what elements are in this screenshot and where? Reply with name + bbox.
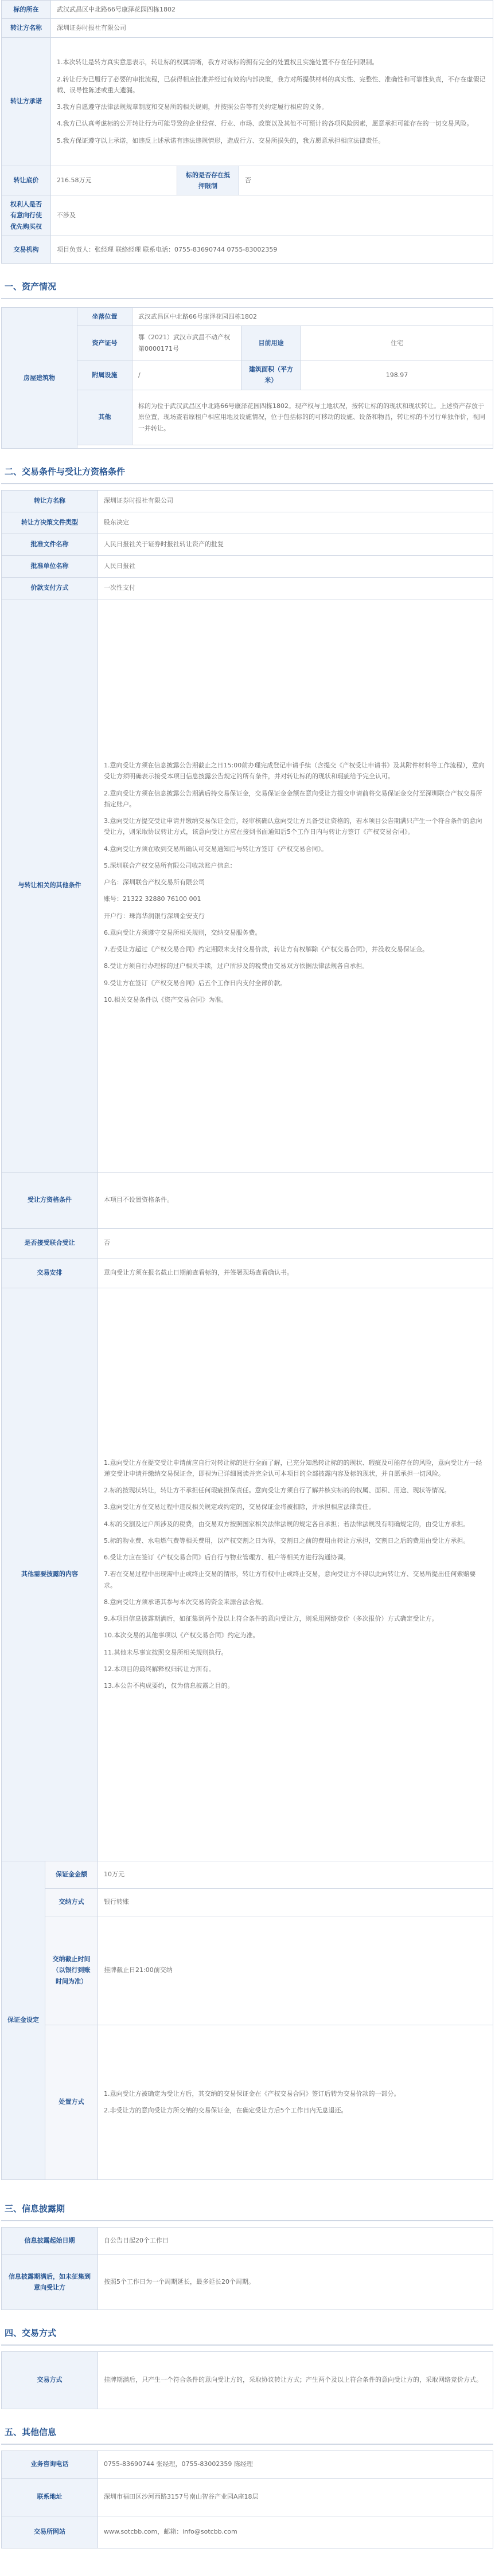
transferor-label: 转让方名称	[2, 19, 51, 37]
important-item: 4.标的交割及过户所涉及的税费，由交易双方按照国家相关法律法规的规定各自承担；若法律法规没有明确规定的，由受让方承担。	[104, 1520, 470, 1528]
contact-address-value: 深圳市福田区沙河西路3157号南山智谷产业园A座18层	[98, 2478, 493, 2516]
cert-value: 鄂（2021）武汉市武昌不动产权第0000171号	[132, 326, 241, 360]
cert-label: 资产证号	[77, 326, 132, 360]
disclosure-extend-label: 信息披露期满后，如未征集到意向受让方	[2, 2255, 98, 2310]
payment-label: 价款支付方式	[2, 577, 98, 599]
important-item: 6.受让方应在签订《产权交易合同》后自行与物业管理方、租户等相关方进行沟通协调。	[104, 1554, 350, 1562]
deposit-deadline-label: 交纳截止时间（以银行到账时间为准）	[45, 1916, 98, 2025]
deposit-deadline-value: 挂牌截止日21:00前交纳	[98, 1916, 493, 2025]
section-title-conditions: 二、交易条件与受让方资格条件	[1, 460, 493, 484]
condition-item: 4.意向受让方须在收到交易所确认可交易通知后与转让方签订《产权交易合同》。	[104, 845, 328, 853]
condition-item: 5.深圳联合产权交易所有限公司收款账户信息：	[104, 861, 236, 869]
doc-value: 人民日报社关于证券时报社转让资产的批复	[98, 534, 493, 555]
agency-value: 项目负责人：张经理 联络经理 联系电话：0755-83690744 0755-83002359	[51, 236, 493, 263]
phone-label: 业务咨询电话	[2, 2450, 98, 2478]
deposit-amount-value: 10万元	[98, 1861, 493, 1888]
location-value: 武汉武昌区中北路66号康泽花园四栋1802	[51, 1, 493, 19]
deposit-handling-text	[98, 2025, 493, 2179]
name-value: 深圳证券时报社有限公司	[98, 490, 493, 512]
condition-item: 7.若受让方超过《产权交易合同》约定期限未支付交易价款，转让方有权解除《产权交易合同》，并没收交易保证金。	[104, 946, 428, 953]
phone-value: 0755-83690744 张经理，0755-83002359 陈经理	[98, 2450, 493, 2478]
priority-right-value: 不涉及	[51, 195, 493, 236]
deposit-handling-label: 处置方式	[45, 2025, 98, 2179]
important-item: 2.标的按现状转让，转让方不承担任何瑕疵担保责任。意向受让方须自行了解并核实标的的权属、面积、用途、现状等情况。	[104, 1487, 451, 1495]
disclosure-extend-value: 按照5个工作日为一个周期延长，最多延长20个周期。	[98, 2255, 493, 2310]
payment-value: 一次性支付	[98, 577, 493, 599]
condition-item: 1.意向受让方须在信息披露公告期截止之日15:00前办理完成登记申请手续（含提交《产权受让申请书》及其附件材料等工作流程），意向受让方须明确表示接受本项目信息披露公告规定的所有条件，并对转让标的的现状和瑕疵给予完全认可。	[104, 762, 485, 781]
qualification-label: 受让方资格条件	[2, 1172, 98, 1228]
commitment-item: 4.我方已认真考虑标的公开转让行为可能导致的企业经营、行业、市场、政策以及其他不可预计的各项风险因素，愿意承担可能存在的一切交易风险。	[57, 120, 473, 128]
other-label: 其他	[77, 390, 132, 445]
conditions-label: 与转让相关的其他条件	[2, 599, 98, 1172]
deposit-handling-item: 1.意向受让方被确定为受让方后，其交纳的交易保证金在《产权交易合同》签订后转为交易价款的一部分。	[104, 2089, 400, 2097]
condition-item: 9.受让方在签订《产权交易合同》后五个工作日内支付全部价款。	[104, 979, 287, 987]
arrangement-label: 交易安排	[2, 1258, 98, 1288]
page	[1, 0, 493, 2548]
decision-label: 转让方决策文件类型	[2, 512, 98, 534]
deposit-amount-label: 保证金金额	[45, 1861, 98, 1888]
method-table	[1, 2351, 493, 2409]
consortium-label: 是否接受联合受让	[2, 1228, 98, 1258]
important-item: 1.意向受让方在提交受让申请前应自行对转让标的进行全面了解，已充分知悉转让标的的现状、瑕疵及可能存在的风险，意向受让方一经递交受让申请并缴纳交易保证金，即视为已详细阅读并完全认可本项目的全部披露内容及标的现状，并自愿承担一切风险。	[104, 1458, 482, 1477]
authority-value: 人民日报社	[98, 555, 493, 577]
section-title-disclosure: 三、信息披露期	[1, 2197, 493, 2221]
section-title-assets: 一、资产情况	[1, 275, 493, 299]
assets-table	[1, 307, 493, 449]
area-label: 建筑面积（平方米）	[241, 360, 301, 390]
condition-item: 户名：深圳联合产权交易所有限公司	[104, 879, 205, 886]
use-label: 目前用途	[241, 326, 301, 360]
condition-item: 6.意向受让方须遵守交易所相关规则，交纳交易服务费。	[104, 928, 262, 936]
address-value: 武汉武昌区中北路66号康泽花园四栋1802	[132, 307, 493, 326]
priority-right-label: 权利人是否有意向行使优先购买权	[2, 195, 51, 236]
condition-item: 账号：21322 32880 76100 001	[104, 895, 201, 903]
doc-label: 批准文件名称	[2, 534, 98, 555]
transferor-value: 深圳证券时报社有限公司	[51, 19, 493, 37]
agency-label: 交易机构	[2, 236, 51, 263]
assets-group-label: 房屋建筑物	[2, 307, 77, 448]
conditions-table	[1, 490, 493, 2180]
qualification-value: 本项目不设置资格条件。	[98, 1172, 493, 1228]
basic-info-table	[1, 0, 493, 264]
facility-label: 附属设施	[77, 360, 132, 390]
other-value: 标的为位于武汉武昌区中北路66号康泽花园四栋1802。现产权与土地状况，按转让标的的现状和现状转让。上述资产存放于原位置，现场查看原租户相应用地及设施情况，位于包括标的的可移动的设施、设备和物品，转让标的不另行单独作价，视同一并转让。	[132, 390, 493, 445]
facility-value: /	[132, 360, 241, 390]
condition-item: 10.相关交易条件以《资产交易合同》为准。	[104, 995, 228, 1003]
commitment-text	[51, 37, 493, 166]
important-label: 其他需要披露的内容	[2, 1288, 98, 1861]
important-item: 12.本项目的最终解释权归转让方所有。	[104, 1665, 215, 1673]
disclosure-start-value: 自公告日起20个工作日	[98, 2227, 493, 2255]
mortgage-label: 标的是否存在抵押限制	[177, 166, 239, 195]
commitment-item: 2.转让行为已履行了必要的审批流程，已获得相应批准并经过有效的内部决策，我方对所提供材料的真实性、完整性、准确性和可靠性负责，不存在虚假记载、误导性陈述或重大遗漏。	[57, 75, 486, 94]
important-item: 9.本项目信息披露期满后，如征集到两个及以上符合条件的意向受让方，则采用网络竞价（多次报价）方式确定受让方。	[104, 1615, 438, 1623]
deposit-handling-item: 2.非受让方的意向受让方所交纳的交易保证金，在确定受让方后5个工作日内无息退还。	[104, 2107, 348, 2114]
conditions-text	[98, 599, 493, 1172]
commitment-label: 转让方承诺	[2, 37, 51, 166]
important-text	[98, 1288, 493, 1861]
condition-item: 开户行：珠海华润银行深圳金安支行	[104, 912, 205, 920]
address-label: 坐落位置	[77, 307, 132, 326]
area-value: 198.97	[301, 360, 493, 390]
commitment-item: 3.我方自愿遵守法律法规规章制度和交易所的相关规则，并按照公告等有关约定履行相应的义务。	[57, 103, 328, 111]
important-item: 7.若在交易过程中出现需中止或终止交易的情形，转让方有权中止或终止交易，意向受让方不得以此向转让方、交易所提出任何索赔要求。	[104, 1570, 476, 1589]
use-value: 住宅	[301, 326, 493, 360]
decision-value: 股东决定	[98, 512, 493, 534]
deposit-group-label: 保证金设定	[2, 1861, 45, 2179]
other-info-table	[1, 2450, 493, 2548]
mortgage-value: 否	[239, 166, 493, 195]
commitment-item: 1.本次转让是转方真实意思表示，转让标的权属清晰，我方对该标的拥有完全的处置权且实施处置不存在任何限制。	[57, 58, 379, 66]
price-label: 转让底价	[2, 166, 51, 195]
deposit-method-label: 交纳方式	[45, 1888, 98, 1916]
price-value: 216.58万元	[51, 166, 177, 195]
important-item: 13.本公告不构成要约，仅为信息披露之目的。	[104, 1682, 234, 1690]
consortium-value: 否	[98, 1228, 493, 1258]
deposit-method-value: 银行转账	[98, 1888, 493, 1916]
website-link[interactable]: www.sotcbb.com，邮箱：info@sotcbb.com	[98, 2516, 493, 2548]
condition-item: 3.意向受让方提交受让申请并缴纳交易保证金后，经审核确认意向受让方具备受让资格的，若本项目公告期满只产生一个符合条件的意向受让方，则采取协议转让方式，该意向受让方应在接到书面通知后5个工作日内与转让方签订《产权交易合同》。	[104, 817, 482, 836]
section-title-other: 五、其他信息	[1, 2421, 493, 2445]
commitment-item: 5.我方保证遵守以上承诺，如违反上述承诺有违法违规情形，造成行方、交易所损失的，我方愿意承担相应法律责任。	[57, 136, 385, 144]
important-item: 3.意向受让方在交易过程中违反相关规定或约定的，交易保证金将被扣除，并承担相应法律责任。	[104, 1503, 375, 1511]
important-item: 8.意向受让方须承诺其参与本次交易的资金来源合法合规。	[104, 1598, 268, 1606]
important-item: 10.本次交易的其他事项以《产权交易合同》约定为准。	[104, 1632, 259, 1640]
authority-label: 批准单位名称	[2, 555, 98, 577]
important-item: 11.其他未尽事宜按照交易所相关规则执行。	[104, 1648, 228, 1656]
website-label: 交易所网站	[2, 2516, 98, 2548]
important-item: 5.标的物业费、水电燃气费等相关费用，以产权交割之日为界，交割日之前的费用由转让方承担，交割日之后的费用由受让方承担。	[104, 1536, 470, 1544]
section-title-method: 四、交易方式	[1, 2322, 493, 2346]
method-value: 挂牌期满后，只产生一个符合条件的意向受让方的，采取协议转让方式；产生两个及以上符合条件的意向受让方的，采取网络竞价方式。	[98, 2351, 493, 2409]
condition-item: 2.意向受让方须在信息披露公告期满后持交易保证金，交易保证金金额在意向受让方提交申请前将交易保证金交付至深圳联合产权交易所指定账户。	[104, 789, 482, 808]
location-label: 标的所在	[2, 1, 51, 19]
condition-item: 8.受让方须自行办理标的过户相关手续，过户所涉及的税费由交易双方依据法律法规各自承担。	[104, 962, 369, 970]
name-label: 转让方名称	[2, 490, 98, 512]
disclosure-table	[1, 2227, 493, 2310]
method-label: 交易方式	[2, 2351, 98, 2409]
arrangement-value: 意向受让方须在报名截止日期前查看标的，并签署现场查看确认书。	[98, 1258, 493, 1288]
disclosure-start-label: 信息披露起始日期	[2, 2227, 98, 2255]
contact-address-label: 联系地址	[2, 2478, 98, 2516]
